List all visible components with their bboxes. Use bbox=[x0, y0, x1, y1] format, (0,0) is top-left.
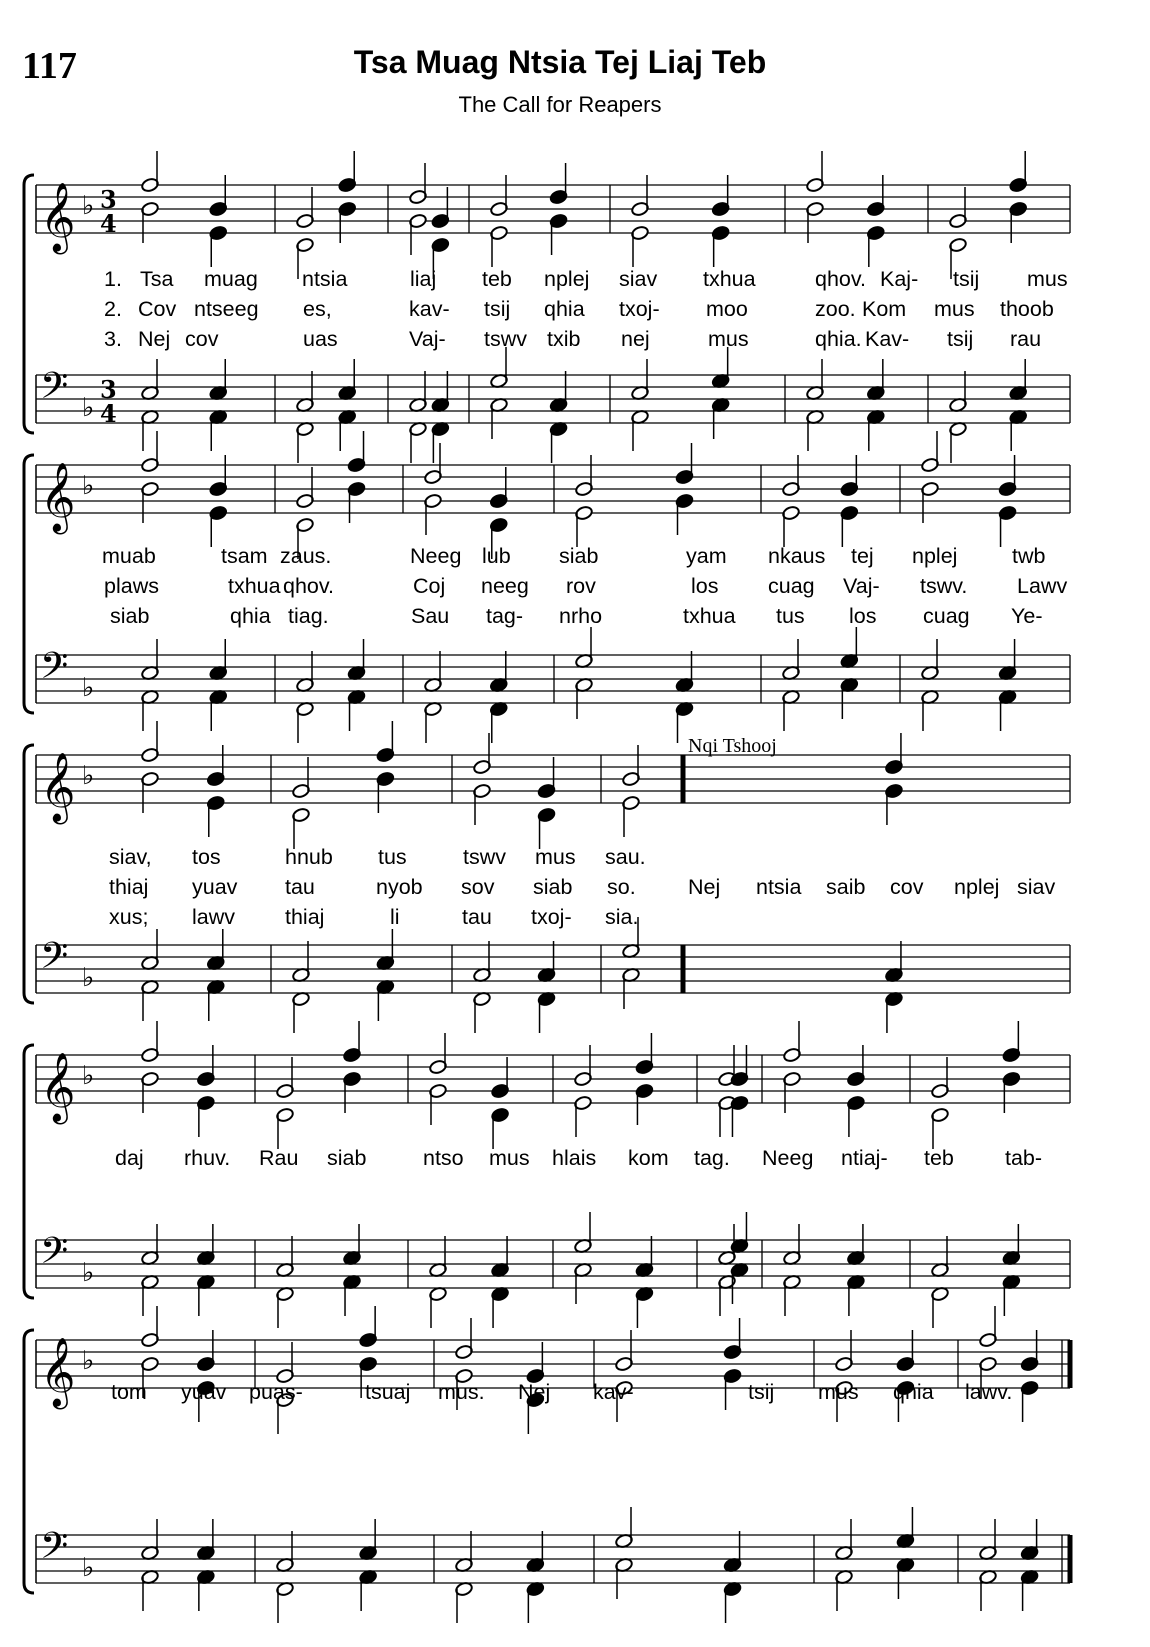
lyric-syllable: tag- bbox=[486, 604, 524, 628]
lyric-syllable: qhov. bbox=[815, 267, 866, 291]
lyric-syllable: cov bbox=[185, 327, 219, 351]
lyric-syllable: mus bbox=[818, 1380, 859, 1404]
key-signature-flat-icon: ♭ bbox=[82, 1258, 95, 1288]
lyric-syllable: tus bbox=[776, 604, 805, 628]
time-signature: 4 bbox=[100, 209, 117, 238]
lyric-syllable: qhia bbox=[544, 297, 585, 321]
lyric-syllable: nkaus bbox=[768, 544, 826, 568]
treble-staff bbox=[36, 1306, 1070, 1434]
lyric-syllable: cuag bbox=[768, 574, 815, 598]
lyric-syllable: mus bbox=[934, 297, 975, 321]
lyric-syllable: puas- bbox=[249, 1380, 303, 1404]
lyric-syllable: thiaj bbox=[109, 875, 149, 899]
lyric-syllable: 2. bbox=[104, 297, 122, 321]
lyric-syllable: los bbox=[691, 574, 719, 598]
time-signature: 3 bbox=[100, 375, 117, 404]
system-bracket bbox=[24, 1330, 34, 1593]
lyric-syllable: nyob bbox=[376, 875, 423, 899]
lyric-syllable: mus. bbox=[438, 1380, 485, 1404]
treble-clef-icon: 𝄞 bbox=[40, 752, 76, 822]
key-signature-flat-icon: ♭ bbox=[82, 191, 95, 221]
hymn-subtitle: The Call for Reapers bbox=[458, 92, 662, 117]
lyric-syllable: tag. bbox=[694, 1146, 730, 1170]
time-signature: 3 bbox=[100, 185, 117, 214]
lyric-syllable: zaus. bbox=[280, 544, 332, 568]
lyric-syllable: txoj- bbox=[531, 905, 572, 929]
lyric-syllable: qhia. bbox=[815, 327, 862, 351]
lyric-syllable: Cov bbox=[138, 297, 177, 321]
treble-clef-icon: 𝄞 bbox=[40, 462, 76, 532]
lyric-syllable: 1. bbox=[104, 267, 122, 291]
bass-clef-icon: 𝄢 bbox=[40, 1230, 69, 1281]
lyric-syllable: nplej bbox=[544, 267, 590, 291]
lyric-syllable: hnub bbox=[285, 845, 333, 869]
treble-clef-icon: 𝄞 bbox=[40, 182, 76, 252]
lyric-syllable: tej bbox=[851, 544, 874, 568]
lyric-syllable: qhov. bbox=[283, 574, 334, 598]
lyric-syllable: ntso bbox=[423, 1146, 464, 1170]
lyric-syllable: tsij bbox=[953, 267, 980, 291]
lyric-syllable: siab bbox=[559, 544, 599, 568]
lyric-syllable: muag bbox=[204, 267, 258, 291]
key-signature-flat-icon: ♭ bbox=[82, 393, 95, 423]
lyric-syllable: Rau bbox=[259, 1146, 299, 1170]
key-signature-flat-icon: ♭ bbox=[82, 963, 95, 993]
lyric-syllable: txhua bbox=[683, 604, 736, 628]
lyric-syllable: nplej bbox=[954, 875, 1000, 899]
lyric-syllable: Sau bbox=[411, 604, 450, 628]
lyric-syllable: yam bbox=[686, 544, 727, 568]
lyric-syllable: tsam bbox=[221, 544, 268, 568]
lyric-syllable: kav- bbox=[593, 1380, 634, 1404]
lyric-syllable: daj bbox=[115, 1146, 144, 1170]
lyric-syllable: hlais bbox=[552, 1146, 597, 1170]
lyric-syllable: qhia bbox=[893, 1380, 934, 1404]
lyric-syllable: Coj bbox=[413, 574, 446, 598]
lyric-syllable: Neeg bbox=[762, 1146, 814, 1170]
lyric-syllable: so. bbox=[607, 875, 636, 899]
key-signature-flat-icon: ♭ bbox=[82, 1346, 95, 1376]
hymn-number: 117 bbox=[22, 45, 77, 87]
lyric-syllable: siab bbox=[533, 875, 573, 899]
lyric-syllable: tab- bbox=[1005, 1146, 1043, 1170]
lyric-syllable: es, bbox=[303, 297, 332, 321]
lyric-syllable: ntiaj- bbox=[841, 1146, 888, 1170]
refrain-label: Nqi Tshooj bbox=[688, 735, 777, 757]
lyric-syllable: mus bbox=[1027, 267, 1068, 291]
lyric-syllable: moo bbox=[706, 297, 748, 321]
lyric-syllable: li bbox=[390, 905, 400, 929]
lyric-syllable: plaws bbox=[104, 574, 159, 598]
lyric-syllable: tus bbox=[378, 845, 407, 869]
lyric-syllable: tsuaj bbox=[365, 1380, 411, 1404]
lyric-syllable: mus bbox=[535, 845, 576, 869]
lyric-syllable: nej bbox=[621, 327, 650, 351]
lyric-syllable: Lawv bbox=[1017, 574, 1068, 598]
lyric-syllable: tsij bbox=[484, 297, 511, 321]
lyric-syllable: txoj- bbox=[619, 297, 660, 321]
lyric-syllable: Vaj- bbox=[843, 574, 880, 598]
lyric-syllable: ntseeg bbox=[194, 297, 259, 321]
lyric-syllable: twb bbox=[1012, 544, 1046, 568]
lyric-line bbox=[0, 1380, 1060, 1410]
lyric-syllable: teb bbox=[482, 267, 512, 291]
key-signature-flat-icon: ♭ bbox=[82, 471, 95, 501]
bass-clef-icon: 𝄢 bbox=[40, 935, 69, 986]
lyric-syllable: tiag. bbox=[288, 604, 329, 628]
lyric-syllable: sau. bbox=[605, 845, 646, 869]
lyric-syllable: txib bbox=[547, 327, 581, 351]
lyric-syllable: mus bbox=[489, 1146, 530, 1170]
lyric-syllable: Nej bbox=[138, 327, 171, 351]
lyric-syllable: tom bbox=[111, 1380, 147, 1404]
lyric-syllable: siav, bbox=[109, 845, 152, 869]
lyric-syllable: xus; bbox=[109, 905, 149, 929]
lyric-syllable: Vaj- bbox=[409, 327, 446, 351]
lyric-syllable: thiaj bbox=[285, 905, 325, 929]
lyric-syllable: muab bbox=[102, 544, 156, 568]
lyric-syllable: yuav bbox=[181, 1380, 227, 1404]
lyric-syllable: rov bbox=[566, 574, 596, 598]
lyric-syllable: cov bbox=[890, 875, 924, 899]
lyric-syllable: lawv bbox=[192, 905, 236, 929]
lyric-syllable: qhia bbox=[230, 604, 271, 628]
key-signature-flat-icon: ♭ bbox=[82, 1553, 95, 1583]
lyric-syllable: nrho bbox=[559, 604, 603, 628]
lyric-syllable: liaj bbox=[410, 267, 437, 291]
lyric-syllable: uas bbox=[303, 327, 338, 351]
lyric-syllable: Kaj- bbox=[880, 267, 919, 291]
lyric-syllable: tsij bbox=[947, 327, 974, 351]
lyric-syllable: Kav- bbox=[865, 327, 910, 351]
lyric-syllable: thoob bbox=[1000, 297, 1054, 321]
lyric-syllable: Nej bbox=[518, 1380, 551, 1404]
bass-staff bbox=[36, 1507, 1070, 1623]
lyric-syllable: Neeg bbox=[410, 544, 462, 568]
lyric-syllable: rau bbox=[1010, 327, 1042, 351]
hymn-title: Tsa Muag Ntsia Tej Liaj Teb bbox=[353, 44, 767, 80]
bass-clef-icon: 𝄢 bbox=[40, 365, 69, 416]
treble-clef-icon: 𝄞 bbox=[40, 1337, 76, 1407]
lyric-syllable: neeg bbox=[481, 574, 529, 598]
lyric-syllable: saib bbox=[826, 875, 866, 899]
lyric-syllable: tau bbox=[285, 875, 315, 899]
lyric-syllable: tsij bbox=[748, 1380, 775, 1404]
key-signature-flat-icon: ♭ bbox=[82, 761, 95, 791]
lyric-syllable: Kom bbox=[862, 297, 907, 321]
lyric-syllable: ntsia bbox=[756, 875, 802, 899]
lyric-syllable: Ye- bbox=[1011, 604, 1043, 628]
lyric-syllable: 3. bbox=[104, 327, 122, 351]
lyric-syllable: sov bbox=[461, 875, 495, 899]
lyric-syllable: mus bbox=[708, 327, 749, 351]
lyric-syllable: Tsa bbox=[140, 267, 174, 291]
lyric-syllable: siav bbox=[1017, 875, 1056, 899]
lyric-syllable: txhua bbox=[228, 574, 281, 598]
lyric-syllable: tau bbox=[462, 905, 492, 929]
lyric-syllable: yuav bbox=[192, 875, 238, 899]
lyric-syllable: kav- bbox=[409, 297, 450, 321]
lyric-syllable: lub bbox=[482, 544, 511, 568]
lyric-syllable: nplej bbox=[912, 544, 958, 568]
lyric-syllable: cuag bbox=[923, 604, 970, 628]
time-signature: 4 bbox=[100, 399, 117, 428]
bass-clef-icon: 𝄢 bbox=[40, 645, 69, 696]
lyric-syllable: ntsia bbox=[302, 267, 348, 291]
lyric-syllable: lawv. bbox=[965, 1380, 1013, 1404]
bass-clef-icon: 𝄢 bbox=[40, 1525, 69, 1576]
key-signature-flat-icon: ♭ bbox=[82, 673, 95, 703]
lyric-syllable: rhuv. bbox=[184, 1146, 231, 1170]
lyric-syllable: siab bbox=[327, 1146, 367, 1170]
lyric-syllable: los bbox=[849, 604, 877, 628]
lyric-syllable: sia. bbox=[605, 905, 639, 929]
lyric-syllable: tswv bbox=[463, 845, 506, 869]
lyric-syllable: tswv bbox=[484, 327, 527, 351]
lyric-syllable: kom bbox=[628, 1146, 669, 1170]
lyric-syllable: txhua bbox=[703, 267, 756, 291]
lyric-syllable: teb bbox=[924, 1146, 954, 1170]
lyric-syllable: tos bbox=[192, 845, 221, 869]
treble-clef-icon: 𝄞 bbox=[40, 1052, 76, 1122]
key-signature-flat-icon: ♭ bbox=[82, 1061, 95, 1091]
lyric-syllable: tswv. bbox=[920, 574, 968, 598]
lyric-syllable: zoo. bbox=[815, 297, 856, 321]
lyric-syllable: Nej bbox=[688, 875, 721, 899]
lyric-syllable: siab bbox=[110, 604, 150, 628]
lyric-syllable: siav bbox=[619, 267, 658, 291]
